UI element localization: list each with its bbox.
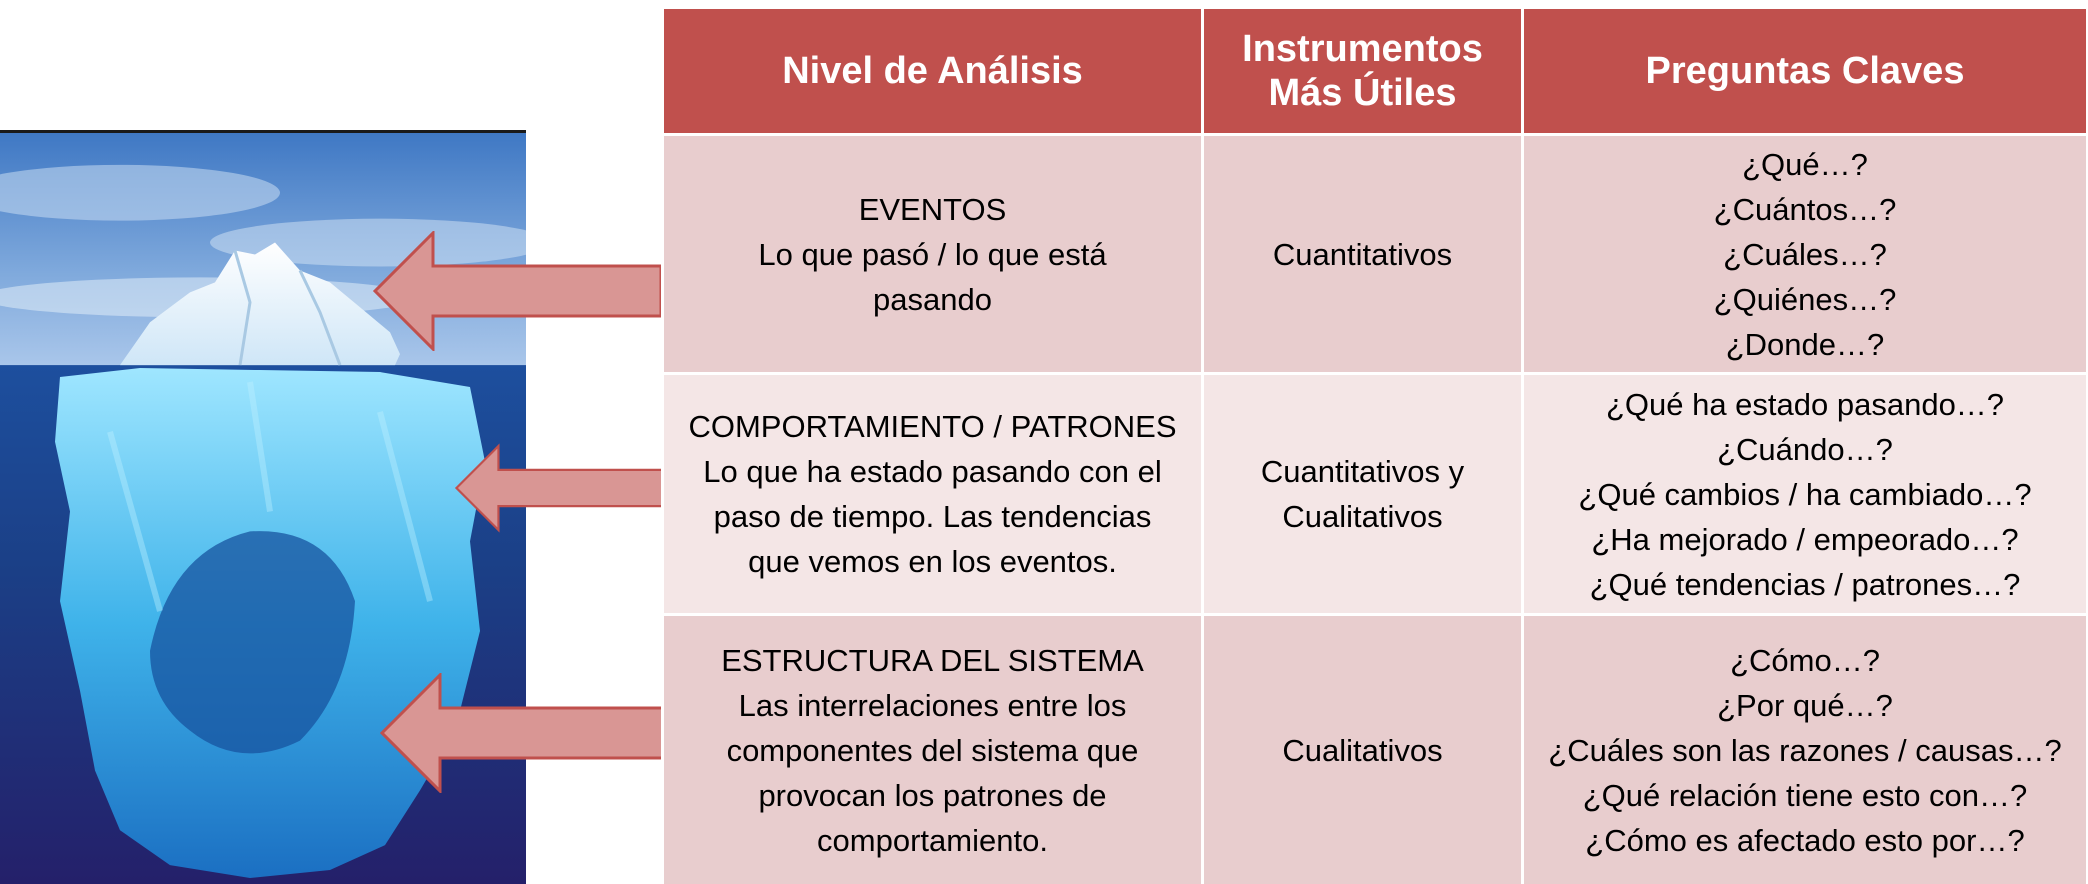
question-line: ¿Qué ha estado pasando…? — [1605, 386, 2005, 422]
level-desc-line: que vemos en los eventos. — [748, 544, 1117, 579]
level-cell — [663, 135, 1203, 374]
instruments-line: Cuantitativos y — [1260, 454, 1465, 489]
level-title: EVENTOS — [858, 191, 1007, 227]
header-instruments — [1203, 8, 1523, 135]
level-desc-line: Las interrelaciones entre los — [738, 687, 1127, 723]
question-line: ¿Por qué…? — [1717, 687, 1893, 723]
question-line: ¿Cómo es afectado esto por…? — [1585, 822, 2025, 858]
instruments-cell — [1203, 374, 1523, 615]
question-line: ¿Cuáles…? — [1723, 236, 1887, 272]
questions-cell — [1523, 374, 2088, 615]
question-line: ¿Qué cambios / ha cambiado…? — [1578, 476, 2032, 512]
question-line: ¿Qué tendencias / patrones…? — [1589, 566, 2021, 602]
question-line: ¿Qué relación tiene esto con…? — [1582, 777, 2028, 813]
table-row — [663, 615, 2088, 884]
level-desc-line: componentes del sistema que — [726, 732, 1139, 768]
questions-cell — [1523, 615, 2088, 884]
level-desc-line: paso de tiempo. Las tendencias — [713, 499, 1152, 534]
header-instruments-line: Instrumentos — [1242, 28, 1483, 70]
question-line: ¿Donde…? — [1725, 326, 1885, 362]
question-line: ¿Qué…? — [1742, 146, 1868, 182]
arrow-estructura — [380, 673, 670, 793]
level-cell — [663, 374, 1203, 615]
level-desc-line: pasando — [873, 281, 992, 317]
arrow-eventos — [373, 231, 663, 351]
header-questions: Preguntas Claves — [1523, 8, 2088, 135]
question-line: ¿Ha mejorado / empeorado…? — [1591, 521, 2019, 557]
header-instruments-line: Más Útiles — [1268, 72, 1457, 114]
questions-cell — [1523, 135, 2088, 374]
level-desc-line: Lo que pasó / lo que está — [758, 236, 1107, 272]
table-row — [663, 374, 2088, 615]
question-line: ¿Cómo…? — [1730, 642, 1880, 678]
question-line: ¿Quiénes…? — [1713, 281, 1897, 317]
level-title: ESTRUCTURA DEL SISTEMA — [721, 642, 1144, 678]
analysis-table — [661, 6, 2088, 884]
instruments-cell — [1203, 135, 1523, 374]
level-title: COMPORTAMIENTO / PATRONES — [688, 409, 1177, 444]
instruments-line: Cualitativos — [1282, 499, 1443, 534]
table-header-row — [663, 8, 2088, 135]
instruments-cell — [1203, 615, 1523, 884]
level-desc-line: Lo que ha estado pasando con el — [703, 454, 1162, 489]
header-level: Nivel de Análisis — [663, 8, 1203, 135]
table-row — [663, 135, 2088, 374]
instruments-line: Cualitativos — [1282, 732, 1443, 768]
question-line: ¿Cuándo…? — [1717, 431, 1893, 467]
level-cell — [663, 615, 1203, 884]
question-line: ¿Cuántos…? — [1713, 191, 1897, 227]
question-line: ¿Cuáles son las razones / causas…? — [1548, 732, 2062, 768]
instruments-line: Cuantitativos — [1272, 236, 1453, 272]
level-desc-line: provocan los patrones de — [758, 777, 1107, 813]
level-desc-line: comportamiento. — [817, 822, 1048, 858]
